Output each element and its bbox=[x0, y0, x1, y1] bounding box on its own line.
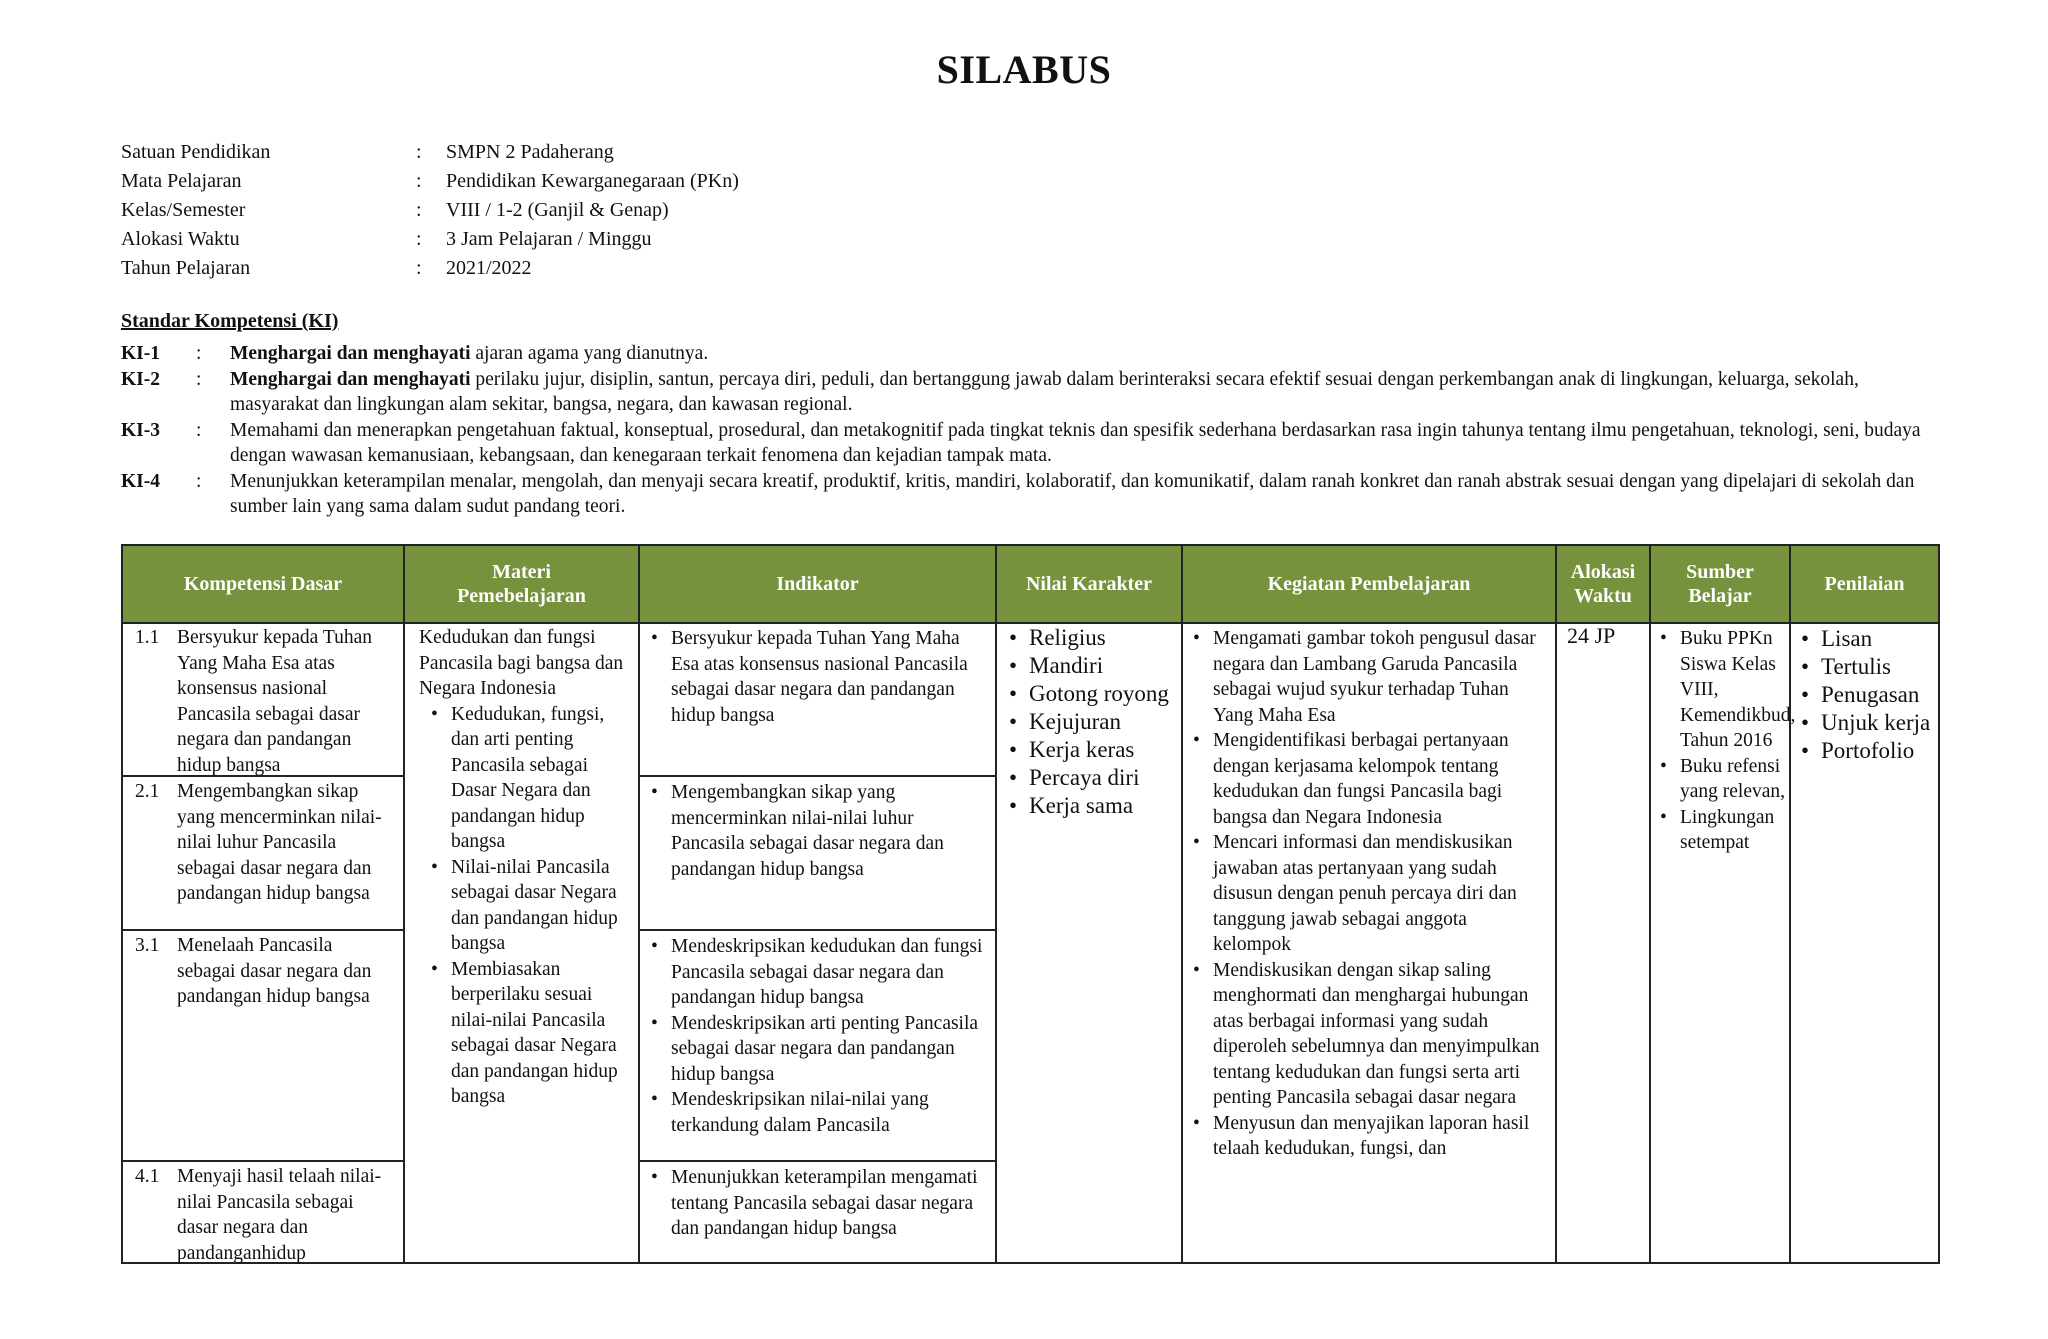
indikator-cell bbox=[649, 1165, 987, 1242]
nilai-item: • Kerja keras bbox=[1007, 736, 1177, 764]
info-value: 2021/2022 bbox=[446, 257, 532, 279]
info-label: Tahun Pelajaran bbox=[121, 257, 251, 279]
info-value: Pendidikan Kewarganegaraan (PKn) bbox=[446, 170, 739, 192]
penilaian-item: • Lisan bbox=[1799, 625, 1934, 653]
kd-number: 4.1 bbox=[135, 1166, 160, 1187]
ki-code: KI-4 bbox=[121, 470, 160, 492]
info-value: VIII / 1-2 (Ganjil & Genap) bbox=[446, 199, 669, 221]
kd-text: Menelaah Pancasila sebagai dasar negara dan pandangan hidup bangsa bbox=[177, 935, 372, 1007]
ki-text: ajaran agama yang dianutnya. bbox=[470, 343, 709, 364]
sumber-item: • Buku PPKn Siswa Kelas VIII, Kemendikbud, Tahun 2016 bbox=[1658, 626, 1786, 754]
nilai-item: • Religius bbox=[1007, 624, 1177, 652]
header-indikator: Indikator bbox=[640, 546, 997, 622]
indikator-item: • Mendeskripsikan nilai-nilai yang terkandung dalam Pancasila bbox=[649, 1087, 987, 1138]
header-nilai-karakter: Nilai Karakter bbox=[997, 546, 1183, 622]
ki-item: KI-3 : Memahami dan menerapkan pengetahuan faktual, konseptual, prosedural, dan metakognitif pada tingkat teknis dan spesifik sederhana berdasarkan rasa ingin tahunya tentang ilmu pengetahuan, teknologi, seni, budaya dengan wawasan kemanusiaan, kebangsaan, dan kenegaraan terkait fenomena dan kejadian tampak mata. bbox=[121, 418, 1941, 469]
materi-intro: Kedudukan dan fungsi Pancasila bagi bangsa dan Negara Indonesia bbox=[419, 627, 624, 699]
header-kompetensi-dasar: Kompetensi Dasar bbox=[123, 546, 405, 622]
indikator-cell bbox=[649, 780, 987, 882]
info-value: 3 Jam Pelajaran / Minggu bbox=[446, 228, 652, 250]
header-kegiatan: Kegiatan Pembelajaran bbox=[1183, 546, 1557, 622]
indikator-cell bbox=[649, 626, 987, 728]
ki-text: Menunjukkan keterampilan menalar, mengolah, dan menyaji secara kreatif, produktif, kritis, mandiri, kolaboratif, dan komunikatif, dalam ranah konkret dan ranah abstrak sesuai dengan yang dipelajari di sekolah dan sumber lain yang sama dalam sudut pandang teori. bbox=[230, 470, 1915, 517]
kegiatan-item: • Mendiskusikan dengan sikap saling menghormati dan menghargai hubungan atas berbagai informasi yang sudah diperoleh sebelumnya dan menyimpulkan tentang kedudukan dan fungsi serta arti penting Pancasila sebagai dasar negara bbox=[1191, 958, 1543, 1111]
kegiatan-item: • Menyusun dan menyajikan laporan hasil telaah kedudukan, fungsi, dan bbox=[1191, 1111, 1543, 1162]
kd-text: Menyaji hasil telaah nilai-nilai Pancasila sebagai dasar negara dan pandanganhidup bbox=[177, 1166, 382, 1264]
alokasi-cell: 24 JP bbox=[1567, 623, 1616, 648]
kd-number: 2.1 bbox=[135, 781, 160, 802]
nilai-item: • Kejujuran bbox=[1007, 708, 1177, 736]
sumber-belajar-cell bbox=[1658, 626, 1796, 856]
ki-list bbox=[121, 341, 1941, 520]
materi-cell bbox=[419, 625, 631, 1110]
kd-text: Bersyukur kepada Tuhan Yang Maha Esa atas konsensus nasional Pancasila sebagai dasar negara dan pandangan hidup bangsa bbox=[177, 627, 372, 776]
header-penilaian: Penilaian bbox=[1791, 546, 1938, 622]
header-alokasi-waktu: Alokasi Waktu bbox=[1557, 546, 1651, 622]
indikator-item: • Menunjukkan keterampilan mengamati tentang Pancasila sebagai dasar negara dan pandangan hidup bangsa bbox=[649, 1165, 987, 1242]
info-row: Mata Pelajaran : Pendidikan Kewarganegaraan (PKn) bbox=[121, 167, 739, 196]
indikator-item: • Mengembangkan sikap yang mencerminkan nilai-nilai luhur Pancasila sebagai dasar negara dan pandangan hidup bangsa bbox=[649, 780, 987, 882]
kegiatan-item: • Mengidentifikasi berbagai pertanyaan dengan kerjasama kelompok tentang kedudukan dan fungsi Pancasila bagi bangsa dan Negara Indonesia bbox=[1191, 728, 1543, 830]
kd-number: 3.1 bbox=[135, 935, 160, 956]
kd-text: Mengembangkan sikap yang mencerminkan nilai-nilai luhur Pancasila sebagai dasar negara dan pandangan hidup bangsa bbox=[177, 781, 382, 904]
page-title: SILABUS bbox=[936, 47, 1112, 92]
materi-item: • Nilai-nilai Pancasila sebagai dasar Negara dan pandangan hidup bangsa bbox=[429, 855, 631, 957]
kd-number: 1.1 bbox=[135, 627, 160, 648]
nilai-item: • Mandiri bbox=[1007, 652, 1177, 680]
ki-heading: Standar Kompetensi (KI) bbox=[121, 310, 339, 332]
indikator-item: • Bersyukur kepada Tuhan Yang Maha Esa atas konsensus nasional Pancasila sebagai dasar negara dan pandangan hidup bangsa bbox=[649, 626, 987, 728]
ki-item: KI-1 : Menghargai dan menghayati ajaran agama yang dianutnya. bbox=[121, 341, 1941, 367]
info-label: Satuan Pendidikan bbox=[121, 141, 271, 163]
nilai-item: • Percaya diri bbox=[1007, 764, 1177, 792]
penilaian-item: • Tertulis bbox=[1799, 653, 1934, 681]
ki-code: KI-2 bbox=[121, 368, 160, 390]
sumber-item: • Lingkungan setempat bbox=[1658, 805, 1786, 856]
ki-code: KI-3 bbox=[121, 419, 160, 441]
ki-text: perilaku jujur, disiplin, santun, percaya diri, peduli, dan bertanggung jawab dalam berinteraksi secara efektif sesuai dengan perkembangan anak di lingkungan, keluarga, sekolah, masyarakat dan lingkungan alam sekitar, bangsa, negara, dan kawasan regional. bbox=[230, 368, 1859, 415]
ki-bold-text: Menghargai dan menghayati bbox=[230, 368, 471, 390]
penilaian-cell bbox=[1799, 625, 1934, 765]
materi-item: • Membiasakan berperilaku sesuai nilai-nilai Pancasila sebagai dasar Negara dan pandangan hidup bangsa bbox=[429, 957, 631, 1110]
indikator-item: • Mendeskripsikan arti penting Pancasila sebagai dasar negara dan pandangan hidup bangsa bbox=[649, 1011, 987, 1088]
info-row: Tahun Pelajaran : 2021/2022 bbox=[121, 254, 739, 283]
penilaian-item: • Unjuk kerja bbox=[1799, 709, 1934, 737]
info-row: Alokasi Waktu : 3 Jam Pelajaran / Minggu bbox=[121, 225, 739, 254]
sumber-item: • Buku refensi yang relevan, bbox=[1658, 754, 1786, 805]
info-row: Kelas/Semester : VIII / 1-2 (Ganjil & Genap) bbox=[121, 196, 739, 225]
header-sumber-belajar: Sumber Belajar bbox=[1651, 546, 1791, 622]
penilaian-item: • Portofolio bbox=[1799, 737, 1934, 765]
ki-code: KI-1 bbox=[121, 343, 160, 364]
nilai-item: • Kerja sama bbox=[1007, 792, 1177, 820]
info-label: Alokasi Waktu bbox=[121, 228, 240, 250]
kegiatan-cell bbox=[1191, 626, 1543, 1162]
identity-info bbox=[121, 138, 739, 283]
ki-text: Memahami dan menerapkan pengetahuan faktual, konseptual, prosedural, dan metakognitif pada tingkat teknis dan spesifik sederhana berdasarkan rasa ingin tahunya tentang ilmu pengetahuan, teknologi, seni, budaya dengan wawasan kemanusiaan, kebangsaan, dan kenegaraan terkait fenomena dan kejadian tampak mata. bbox=[230, 419, 1921, 466]
materi-item: • Kedudukan, fungsi, dan arti penting Pancasila sebagai Dasar Negara dan pandangan hidup bangsa bbox=[429, 702, 631, 855]
nilai-karakter-cell bbox=[1007, 624, 1177, 820]
info-row: Satuan Pendidikan : SMPN 2 Padaherang bbox=[121, 138, 739, 167]
kegiatan-item: • Mencari informasi dan mendiskusikan jawaban atas pertanyaan yang sudah disusun dengan penuh percaya diri dan tanggung jawab sebagai anggota kelompok bbox=[1191, 830, 1543, 958]
nilai-item: • Gotong royong bbox=[1007, 680, 1177, 708]
syllabus-table bbox=[121, 544, 1940, 1264]
header-materi: Materi Pemebelajaran bbox=[405, 546, 640, 622]
ki-item: KI-4 : Menunjukkan keterampilan menalar, mengolah, dan menyaji secara kreatif, produktif, kritis, mandiri, kolaboratif, dan komunikatif, dalam ranah konkret dan ranah abstrak sesuai dengan yang dipelajari di sekolah dan sumber lain yang sama dalam sudut pandang teori. bbox=[121, 469, 1941, 520]
info-label: Kelas/Semester bbox=[121, 199, 246, 221]
ki-item: KI-2 : Menghargai dan menghayati perilaku jujur, disiplin, santun, percaya diri, peduli, dan bertanggung jawab dalam berinteraksi secara efektif sesuai dengan perkembangan anak di lingkungan, keluarga, sekolah, masyarakat dan lingkungan alam sekitar, bangsa, negara, dan kawasan regional. bbox=[121, 367, 1941, 418]
kegiatan-item: • Mengamati gambar tokoh pengusul dasar negara dan Lambang Garuda Pancasila sebagai wujud syukur terhadap Tuhan Yang Maha Esa bbox=[1191, 626, 1543, 728]
ki-bold-text: Menghargai dan menghayati bbox=[230, 343, 471, 364]
indikator-cell bbox=[649, 934, 987, 1138]
penilaian-item: • Penugasan bbox=[1799, 681, 1934, 709]
info-value: SMPN 2 Padaherang bbox=[446, 141, 614, 163]
indikator-item: • Mendeskripsikan kedudukan dan fungsi Pancasila sebagai dasar negara dan pandangan hidup bangsa bbox=[649, 934, 987, 1011]
info-label: Mata Pelajaran bbox=[121, 170, 242, 192]
